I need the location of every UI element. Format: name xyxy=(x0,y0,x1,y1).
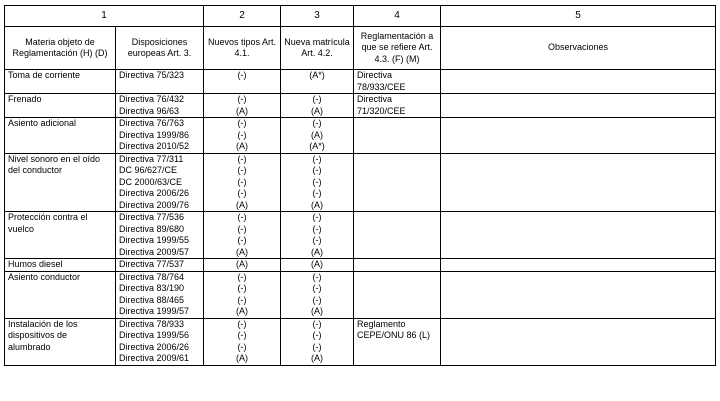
materia-cell xyxy=(5,94,116,118)
nueva-matricula-cell xyxy=(281,259,354,272)
disposiciones-cell-item: Directiva 1999/57 xyxy=(119,306,190,316)
disposiciones-cell xyxy=(116,118,204,154)
table-row xyxy=(5,118,716,154)
reglamentacion-cell xyxy=(354,70,441,94)
table-row xyxy=(5,153,716,212)
nueva-matricula-cell-item: (-) xyxy=(312,165,322,175)
disposiciones-cell-item: Directiva 2009/76 xyxy=(119,199,190,210)
disposiciones-cell-item: Directiva 78/764 xyxy=(119,271,185,282)
nuevos-tipos-cell-item: (A) xyxy=(236,306,248,316)
column-number-4: 4 xyxy=(354,6,441,27)
nuevos-tipos-cell-item: (-) xyxy=(237,235,247,245)
disposiciones-cell-item: Directiva 77/536 xyxy=(119,212,185,222)
nuevos-tipos-cell-item: (A) xyxy=(236,353,248,363)
disposiciones-cell-item: Directiva 75/323 xyxy=(119,70,185,80)
nueva-matricula-cell xyxy=(281,153,354,212)
disposiciones-cell-item: DC 2000/63/CE xyxy=(119,176,183,187)
materia-cell xyxy=(5,259,116,272)
nueva-matricula-cell-item: (-) xyxy=(312,153,322,164)
nueva-matricula-cell xyxy=(281,271,354,318)
disposiciones-cell-item: Directiva 1999/55 xyxy=(119,235,190,245)
nuevos-tipos-cell-item: (A) xyxy=(236,246,248,257)
materia-cell xyxy=(5,70,116,94)
materia-cell-text: Frenado xyxy=(8,94,42,104)
disposiciones-cell-item: Directiva 76/763 xyxy=(119,118,185,128)
nueva-matricula-cell-item: (-) xyxy=(312,283,322,293)
nueva-matricula-cell xyxy=(281,318,354,365)
materia-cell-text: Humos diesel xyxy=(8,259,63,269)
disposiciones-cell-item: Directiva 2009/57 xyxy=(119,246,190,257)
table-row xyxy=(5,212,716,259)
reglamentacion-cell xyxy=(354,94,441,118)
disposiciones-cell-item: Directiva 77/311 xyxy=(119,153,184,164)
nuevos-tipos-cell xyxy=(204,118,281,154)
nueva-matricula-cell-item: (A) xyxy=(311,246,323,257)
nuevos-tipos-cell-item: (-) xyxy=(237,153,247,164)
header-reglamentacion: Reglamentación a que se refiere Art. 4.3. (F) (M) xyxy=(354,27,441,70)
nueva-matricula-cell-item: (-) xyxy=(312,235,322,245)
table-row xyxy=(5,318,716,365)
nuevos-tipos-cell-item: (-) xyxy=(237,165,247,175)
header-materia: Materia objeto de Reglamentación (H) (D) xyxy=(5,27,116,70)
nuevos-tipos-cell xyxy=(204,259,281,272)
nueva-matricula-cell-item: (-) xyxy=(312,318,322,329)
nueva-matricula-cell xyxy=(281,70,354,94)
column-number-row xyxy=(5,6,716,27)
disposiciones-cell-item: Directiva 88/465 xyxy=(119,294,185,305)
nueva-matricula-cell-item: (A*) xyxy=(309,70,325,80)
observaciones-cell xyxy=(441,212,716,259)
materia-cell-text: Nivel sonoro en el oído del conductor xyxy=(8,153,101,175)
disposiciones-cell-item: Directiva 78/933 xyxy=(119,318,185,329)
disposiciones-cell xyxy=(116,153,204,212)
nueva-matricula-cell-item: (A) xyxy=(311,353,323,363)
disposiciones-cell-item: Directiva 2006/26 xyxy=(119,341,190,352)
nuevos-tipos-cell-item: (-) xyxy=(237,330,247,340)
materia-cell-text: Asiento adicional xyxy=(8,118,77,128)
observaciones-cell xyxy=(441,318,716,365)
disposiciones-cell-item: Directiva 2009/61 xyxy=(119,353,190,363)
materia-cell xyxy=(5,212,116,259)
nuevos-tipos-cell-item: (A) xyxy=(236,105,248,116)
reglamentacion-cell-text: Directiva 78/933/CEE xyxy=(357,70,406,92)
materia-cell xyxy=(5,318,116,365)
disposiciones-cell-item: Directiva 77/537 xyxy=(119,259,185,269)
nueva-matricula-cell-item: (A) xyxy=(311,105,323,116)
header-observaciones: Observaciones xyxy=(441,27,716,70)
nueva-matricula-cell-item: (-) xyxy=(312,330,322,340)
nueva-matricula-cell xyxy=(281,94,354,118)
materia-cell xyxy=(5,153,116,212)
materia-cell xyxy=(5,118,116,154)
nuevos-tipos-cell-item: (-) xyxy=(237,271,247,282)
regulation-table-body xyxy=(5,6,716,366)
nueva-matricula-cell-item: (-) xyxy=(312,94,322,104)
nuevos-tipos-cell-item: (-) xyxy=(237,294,247,305)
materia-cell-text: Instalación de los dispositivos de alumbrado xyxy=(8,318,78,352)
observaciones-cell xyxy=(441,153,716,212)
reglamentacion-cell-text: Directiva 71/320/CEE xyxy=(357,94,406,116)
nuevos-tipos-cell-item: (-) xyxy=(237,188,247,198)
nuevos-tipos-cell xyxy=(204,271,281,318)
observaciones-cell xyxy=(441,271,716,318)
nuevos-tipos-cell-item: (-) xyxy=(237,118,247,128)
materia-cell-text: Toma de corriente xyxy=(8,70,81,80)
disposiciones-cell xyxy=(116,212,204,259)
nuevos-tipos-cell xyxy=(204,94,281,118)
reglamentacion-cell xyxy=(354,271,441,318)
disposiciones-cell xyxy=(116,94,204,118)
reglamentacion-cell xyxy=(354,153,441,212)
nueva-matricula-cell-item: (-) xyxy=(312,212,322,222)
table-row xyxy=(5,259,716,272)
nueva-matricula-cell-item: (A) xyxy=(311,306,323,316)
observaciones-cell xyxy=(441,70,716,94)
nueva-matricula-cell-item: (A) xyxy=(311,199,323,210)
disposiciones-cell xyxy=(116,318,204,365)
materia-cell-text: Asiento conductor xyxy=(8,271,81,282)
nuevos-tipos-cell-item: (-) xyxy=(237,283,247,293)
disposiciones-cell-item: Directiva 1999/86 xyxy=(119,129,190,140)
materia-cell xyxy=(5,271,116,318)
nuevos-tipos-cell-item: (-) xyxy=(237,176,247,187)
nueva-matricula-cell-item: (-) xyxy=(312,118,322,128)
nuevos-tipos-cell xyxy=(204,153,281,212)
disposiciones-cell-item: Directiva 76/432 xyxy=(119,94,185,104)
reglamentacion-cell xyxy=(354,212,441,259)
disposiciones-cell-item: DC 96/627/CE xyxy=(119,165,178,175)
nuevos-tipos-cell-item: (-) xyxy=(237,341,247,352)
disposiciones-cell xyxy=(116,271,204,318)
nuevos-tipos-cell-item: (-) xyxy=(237,318,247,329)
column-number-3: 3 xyxy=(281,6,354,27)
nueva-matricula-cell-item: (-) xyxy=(312,188,322,198)
disposiciones-cell xyxy=(116,259,204,272)
reglamentacion-cell-text: Reglamento CEPE/ONU 86 (L) xyxy=(357,318,431,340)
disposiciones-cell-item: Directiva 96/63 xyxy=(119,105,180,116)
disposiciones-cell-item: Directiva 2010/52 xyxy=(119,141,190,151)
nuevos-tipos-cell-item: (-) xyxy=(237,212,247,222)
nueva-matricula-cell-item: (A*) xyxy=(309,141,325,151)
reglamentacion-cell xyxy=(354,118,441,154)
nuevos-tipos-cell-item: (A) xyxy=(236,199,248,210)
nuevos-tipos-cell xyxy=(204,318,281,365)
nueva-matricula-cell-item: (-) xyxy=(312,341,322,352)
nueva-matricula-cell xyxy=(281,118,354,154)
nuevos-tipos-cell-item: (A) xyxy=(236,259,248,269)
header-row xyxy=(5,27,716,70)
nuevos-tipos-cell-item: (-) xyxy=(237,223,247,234)
header-disposiciones: Disposiciones europeas Art. 3. xyxy=(116,27,204,70)
nueva-matricula-cell-item: (-) xyxy=(312,176,322,187)
observaciones-cell xyxy=(441,259,716,272)
column-number-2: 2 xyxy=(204,6,281,27)
nuevos-tipos-cell-item: (-) xyxy=(237,129,247,140)
disposiciones-cell-item: Directiva 89/680 xyxy=(119,223,185,234)
nuevos-tipos-cell-item: (-) xyxy=(237,70,247,80)
header-nuevos-tipos: Nuevos tipos Art. 4.1. xyxy=(204,27,281,70)
nuevos-tipos-cell-item: (-) xyxy=(237,94,247,104)
column-number-1: 1 xyxy=(5,6,204,27)
nueva-matricula-cell-item: (-) xyxy=(312,271,322,282)
regulation-table xyxy=(4,5,716,366)
column-number-5: 5 xyxy=(441,6,716,27)
nuevos-tipos-cell xyxy=(204,212,281,259)
disposiciones-cell-item: Directiva 1999/56 xyxy=(119,330,190,340)
observaciones-cell xyxy=(441,118,716,154)
reglamentacion-cell xyxy=(354,318,441,365)
nueva-matricula-cell-item: (A) xyxy=(311,259,323,269)
nueva-matricula-cell-item: (-) xyxy=(312,223,322,234)
table-row xyxy=(5,70,716,94)
disposiciones-cell-item: Directiva 83/190 xyxy=(119,283,185,293)
nueva-matricula-cell xyxy=(281,212,354,259)
nueva-matricula-cell-item: (-) xyxy=(312,294,322,305)
nueva-matricula-cell-item: (A) xyxy=(311,129,323,140)
table-row xyxy=(5,271,716,318)
observaciones-cell xyxy=(441,94,716,118)
reglamentacion-cell xyxy=(354,259,441,272)
disposiciones-cell xyxy=(116,70,204,94)
table-row xyxy=(5,94,716,118)
nuevos-tipos-cell-item: (A) xyxy=(236,141,248,151)
materia-cell-text: Protección contra el vuelco xyxy=(8,212,88,234)
disposiciones-cell-item: Directiva 2006/26 xyxy=(119,188,190,198)
nuevos-tipos-cell xyxy=(204,70,281,94)
header-nueva-matricula: Nueva matrícula Art. 4.2. xyxy=(281,27,354,70)
